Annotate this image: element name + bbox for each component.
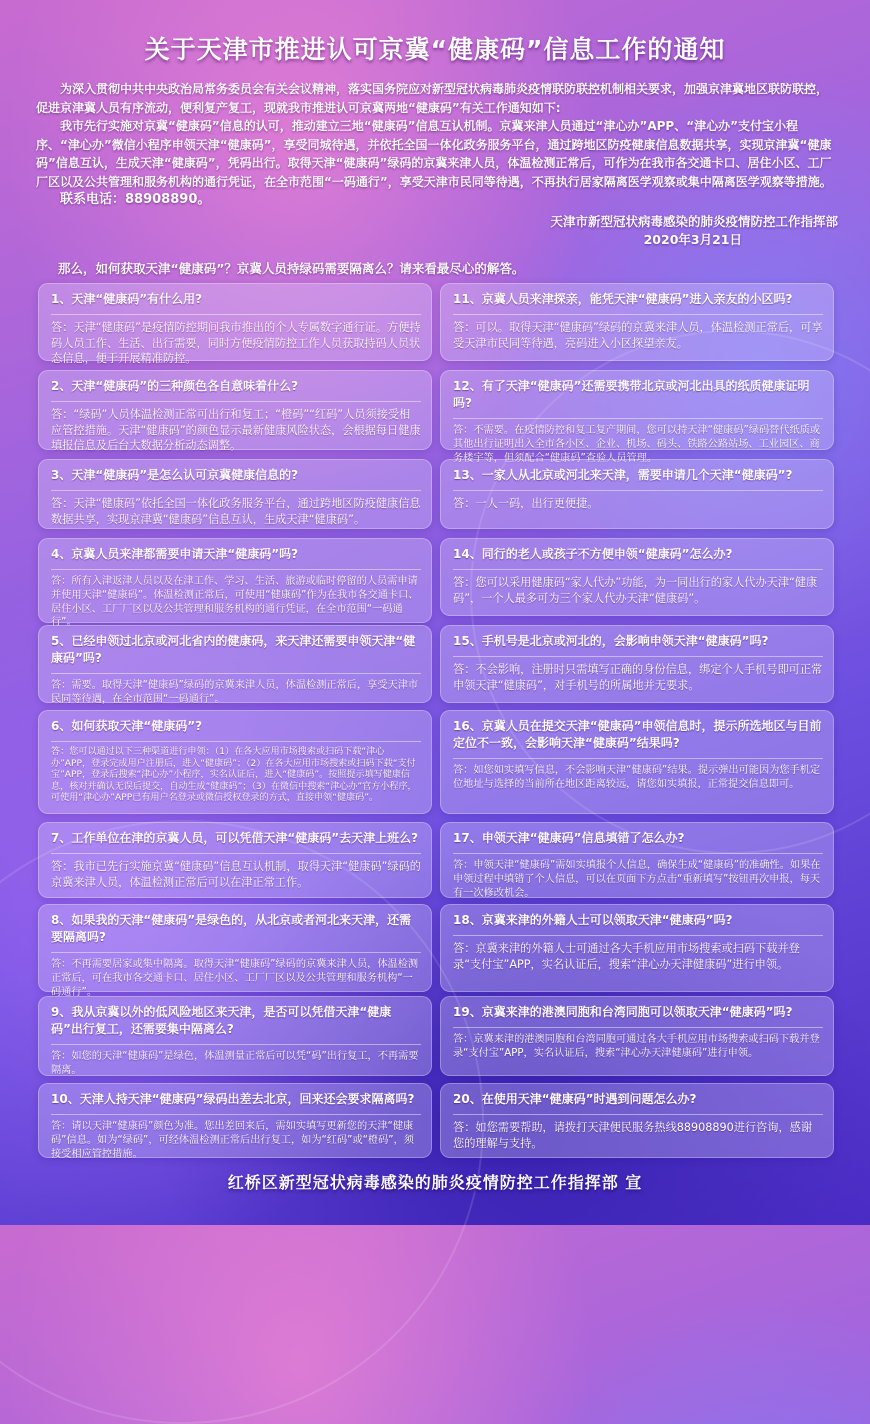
page-title: 关于天津市推进认可京冀“健康码”信息工作的通知 (144, 35, 726, 64)
answer: 答：可以。取得天津“健康码”绿码的京冀来津人员，体温检测正常后，可享受天津市民同等待遇，亮码进入小区探望亲友。 (453, 321, 823, 350)
answer: 答：京冀来津的外籍人士可通过各大手机应用市场搜索或扫码下载并登录“支付宝”APP，实名认证后，搜索“津心办天津健康码”进行申领。 (453, 942, 800, 971)
divider (51, 569, 421, 570)
divider (51, 1114, 421, 1115)
issuer-signature: 天津市新型冠状病毒感染的肺炎疫情防控工作指挥部 (550, 214, 838, 229)
answer: 答：您可以通过以下三种渠道进行申领：（1）在各大应用市场搜索或扫码下载“津心办”APP，登录完成用户注册后，进入“健康码”；（2）在各大应用市场搜索或扫码下载“支付宝”APP，登录后搜索“津心办”小程序，实名认证后，进入“健康码”。按照提示填写健康信息，核对并确认无误后提交，自动生成“健康码”；（3）在微信中搜索“津心办”官方小程序，可使用“津心办”APP已有用户名登录或微信授权登录的方式，直接申领“健康码”。 (51, 747, 417, 804)
qa-card-19 (440, 996, 834, 1076)
contact-phone: 联系电话：88908890。 (60, 192, 211, 207)
qa-card-1 (38, 283, 432, 365)
question: 16、京冀人员在提交天津“健康码”申领信息时，提示所选地区与目前定位不一致，会影响天津“健康码”结果吗? (453, 719, 822, 750)
qa-card-17 (440, 822, 834, 898)
answer: 答：请以天津“健康码”颜色为准。您出差回来后，需如实填写更新您的天津“健康码”信息。如为“绿码”，可经体温检测正常后出行复工，如为“红码”或“橙码”，须接受相应管控措施。 (51, 1121, 414, 1160)
qa-card-12 (440, 370, 834, 464)
qa-card-5 (38, 625, 432, 703)
answer: 答：如您的天津“健康码”是绿色，体温测量正常后可以凭“码”出行复工，不再需要隔离。 (51, 1051, 419, 1076)
qa-card-3 (38, 459, 432, 529)
qa-card-8 (38, 904, 432, 998)
qa-card-6 (38, 710, 432, 814)
qa-lead-text: 那么，如何获取天津“健康码”？京冀人员持绿码需要隔离么？请来看最尽心的解答。 (58, 261, 525, 276)
divider (453, 758, 823, 759)
question: 4、京冀人员来津都需要申请天津“健康码”吗? (51, 547, 299, 561)
divider (453, 418, 823, 419)
answer: 答：一人一码，出行更便捷。 (453, 497, 599, 510)
answer: 答：您可以采用健康码“家人代办”功能，为一同出行的家人代办天津“健康码”，一个人最多可为三个家人代办天津“健康码”。 (453, 576, 818, 605)
answer: 答：不再需要居家或集中隔离。取得天津“健康码”绿码的京冀来津人员，体温检测正常后，可在我市各交通卡口、居住小区、工厂厂区以及公共管理和服务机构“一码通行”。 (51, 959, 419, 998)
question: 19、京冀来津的港澳同胞和台湾同胞可以领取天津“健康码”吗? (453, 1005, 793, 1019)
question: 9、我从京冀以外的低风险地区来天津，是否可以凭借天津“健康码”出行复工，还需要集中隔离么? (51, 1005, 392, 1036)
divider (453, 853, 823, 854)
qa-card-9 (38, 996, 432, 1076)
answer: 答：不需要。在疫情防控和复工复产期间，您可以持天津“健康码”绿码替代纸质或其他出行证明出入全市各小区、企业、机场、码头、铁路公路站场、工业园区、商务楼宇等，但须配合“健康码”查验人员管理。 (453, 425, 821, 464)
answer: 答：我市已先行实施京冀“健康码”信息互认机制，取得天津“健康码”绿码的京冀来津人员，体温检测正常后可以在津正常工作。 (51, 860, 421, 889)
question: 11、京冀人员来津探亲，能凭天津“健康码”进入亲友的小区吗? (453, 292, 793, 306)
answer: 答：京冀来津的港澳同胞和台湾同胞可通过各大手机应用市场搜索或扫码下载并登录“支付宝”APP，实名认证后，搜索“津心办天津健康码”进行申领。 (453, 1034, 820, 1059)
qa-card-11 (440, 283, 834, 361)
divider (51, 490, 421, 491)
question: 14、同行的老人或孩子不方便申领“健康码”怎么办? (453, 547, 733, 561)
qa-card-20 (440, 1083, 834, 1158)
answer: 答：“绿码”人员体温检测正常可出行和复工；“橙码”“红码”人员须接受相应管控措施。天津“健康码”的颜色显示最新健康风险状态，会根据每日健康填报信息及后台大数据分析动态调整。 (51, 408, 421, 452)
answer: 答：如您如实填写信息，不会影响天津“健康码”结果。提示弹出可能因为您手机定位地址与选择的当前所在地区距离较远，请您如实填报，正常提交信息即可。 (453, 765, 821, 790)
question: 8、如果我的天津“健康码”是绿色的，从北京或者河北来天津，还需要隔离吗? (51, 913, 412, 944)
divider (453, 1114, 823, 1115)
qa-card-10 (38, 1083, 432, 1158)
question: 12、有了天津“健康码”还需要携带北京或河北出具的纸质健康证明吗? (453, 379, 810, 410)
question: 7、工作单位在津的京冀人员，可以凭借天津“健康码”去天津上班么? (51, 831, 419, 845)
question: 5、已经申领过北京或河北省内的健康码，来天津还需要申领天津“健康码”吗? (51, 634, 416, 665)
qa-card-14 (440, 538, 834, 616)
notice-body (36, 80, 836, 210)
question: 15、手机号是北京或河北的，会影响申领天津“健康码”吗? (453, 634, 769, 648)
qa-card-7 (38, 822, 432, 898)
question: 3、天津“健康码”是怎么认可京冀健康信息的? (51, 468, 299, 482)
qa-card-4 (38, 538, 432, 629)
divider (51, 314, 421, 315)
question: 17、申领天津“健康码”信息填错了怎么办? (453, 831, 685, 845)
question: 10、天津人持天津“健康码”绿码出差去北京，回来还会要求隔离吗? (51, 1092, 415, 1106)
divider (453, 656, 823, 657)
notice-paragraph-2: 我市先行实施对京冀“健康码”信息的认可，推动建立三地“健康码”信息互认机制。京冀来津人员通过“津心办”APP、“津心办”支付宝小程序、“津心办”微信小程序申领天津“健康码”，享受同城待遇，并依托全国一体化政务服务平台，通过跨地区防疫健康信息数据共享，实现京津冀“健康码”信息互认，生成天津“健康码”，凭码出行。取得天津“健康码”绿码的京冀来津人员，体温检测正常后，可作为在我市各交通卡口、居住小区、工厂厂区以及公共管理和服务机构的通行凭证，在全市范围“一码通行”，享受天津市民同等待遇，不再执行居家隔离医学观察或集中隔离医学观察等措施。 (36, 119, 832, 189)
divider (453, 1027, 823, 1028)
answer: 答：天津“健康码”是疫情防控期间我市推出的个人专属数字通行证。方便持码人员工作、生活、出行需要，同时方便疫情防控工作人员获取持码人员状态信息，便于开展精准防控。 (51, 321, 421, 365)
divider (51, 952, 421, 953)
question: 2、天津“健康码”的三种颜色各自意味着什么? (51, 379, 299, 393)
divider (51, 1044, 421, 1045)
footer-publisher: 红桥区新型冠状病毒感染的肺炎疫情防控工作指挥部 宣 (227, 1173, 643, 1192)
answer: 答：不会影响，注册时只需填写正确的身份信息，绑定个人手机号即可正常申领天津“健康码”，对手机号的所属地并无要求。 (453, 663, 823, 692)
answer: 答：需要。取得天津“健康码”绿码的京冀来津人员，体温检测正常后，享受天津市民同等待遇，在全市范围“一码通行”。 (51, 680, 419, 705)
question: 20、在使用天津“健康码”时遇到问题怎么办? (453, 1092, 697, 1106)
question: 6、如何获取天津“健康码”? (51, 719, 203, 733)
question: 13、一家人从北京或河北来天津，需要申请几个天津“健康码”? (453, 468, 793, 482)
divider (453, 314, 823, 315)
qa-card-15 (440, 625, 834, 703)
issue-date: 2020年3月21日 (643, 232, 742, 247)
divider (51, 401, 421, 402)
answer: 答：所有入津返津人员以及在津工作、学习、生活、旅游或临时停留的人员需申请并使用天津“健康码”。体温检测正常后，可使用“健康码”作为在我市各交通卡口、居住小区、工厂厂区以及公共管理和服务机构的通行凭证，在全市范围“一码通行”。 (51, 576, 419, 629)
question: 1、天津“健康码”有什么用? (51, 292, 203, 306)
qa-card-16 (440, 710, 834, 814)
answer: 答：申领天津“健康码”需如实填报个人信息，确保生成“健康码”的准确性。如果在申领过程中填错了个人信息，可以在页面下方点击“重新填写”按钮再次申报，每天有一次修改机会。 (453, 860, 821, 899)
qa-card-13 (440, 459, 834, 529)
answer: 答：如您需要帮助，请拨打天津便民服务热线88908890进行咨询，感谢您的理解与支持。 (453, 1121, 813, 1150)
notice-paragraph-1: 为深入贯彻中共中央政治局常务委员会有关会议精神，落实国务院应对新型冠状病毒肺炎疫情联防联控机制相关要求，加强京津冀地区联防联控，促进京津冀人员有序流动，便利复产复工，现就我市推进认可京冀两地“健康码”有关工作通知如下: (36, 82, 829, 115)
divider (51, 853, 421, 854)
answer: 答：天津“健康码”依托全国一体化政务服务平台，通过跨地区防疫健康信息数据共享，实现京津冀“健康码”信息互认，生成天津“健康码”。 (51, 497, 421, 526)
divider (453, 490, 823, 491)
divider (453, 935, 823, 936)
divider (453, 569, 823, 570)
divider (51, 673, 421, 674)
qa-card-18 (440, 904, 834, 992)
qa-card-2 (38, 370, 432, 450)
question: 18、京冀来津的外籍人士可以领取天津“健康码”吗? (453, 913, 733, 927)
divider (51, 741, 421, 742)
